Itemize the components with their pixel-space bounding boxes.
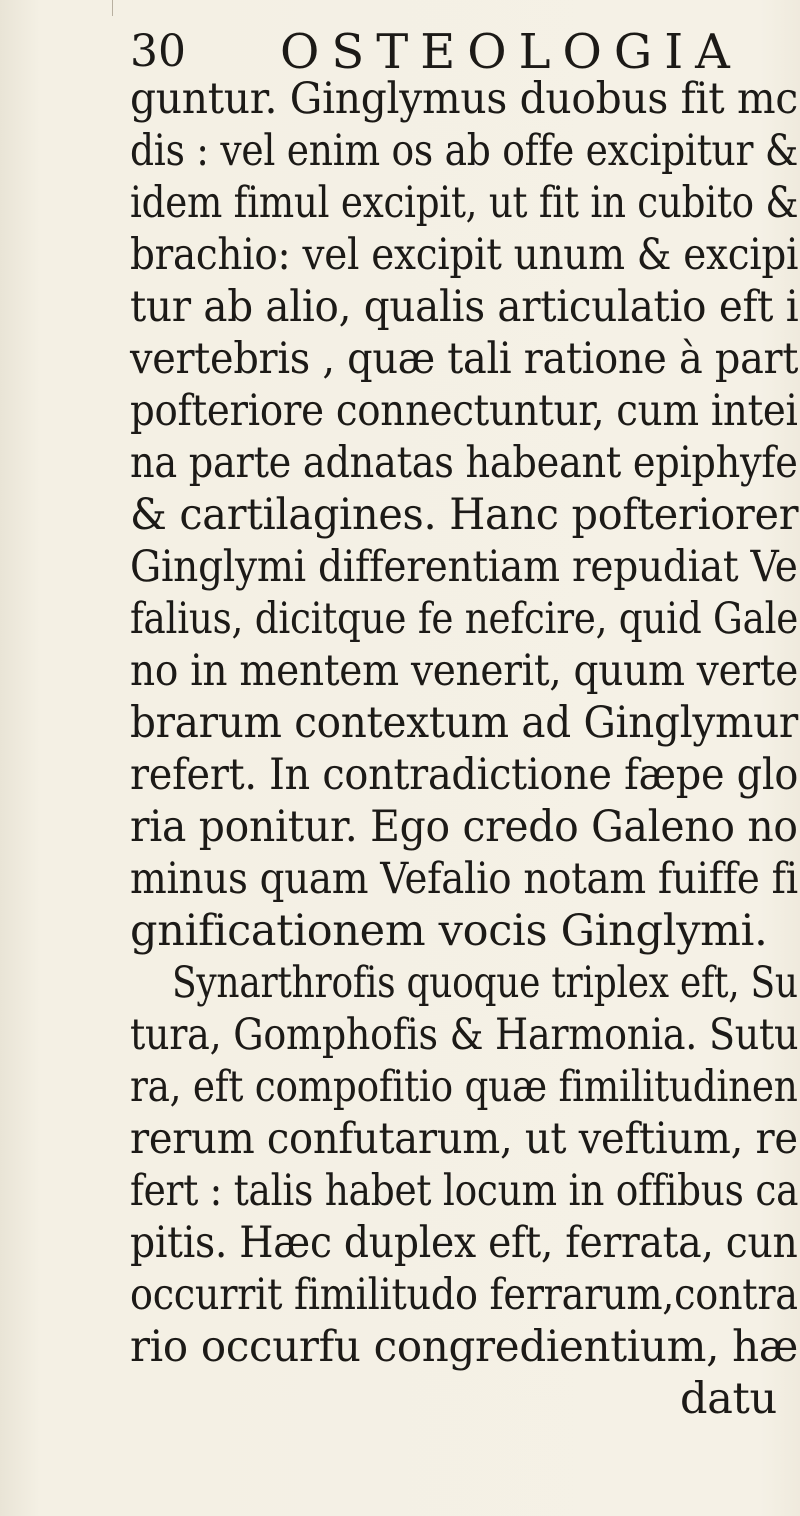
text-line: falius, dicitque fe nefcire, quid Gale: [130, 594, 799, 644]
text-line: datu: [680, 1374, 777, 1424]
text-line: no in mentem venerit, quum verte: [130, 646, 799, 696]
text-line: dis : vel enim os ab offe excipitur &: [130, 126, 799, 176]
text-line: tur ab alio, qualis articulatio eft i: [130, 282, 799, 332]
text-line: ra, eft compofitio quæ fimilitudinen: [130, 1062, 798, 1112]
scan-artifact: [112, 0, 113, 16]
running-title: OSTEOLOGIA: [280, 24, 742, 80]
text-line: Ginglymi differentiam repudiat Ve: [130, 542, 798, 592]
text-line: refert. In contradictione fæpe glo: [130, 750, 799, 800]
page-number: 30: [130, 26, 186, 77]
text-line: rerum confutarum, ut veftium, re: [130, 1114, 798, 1164]
text-line: & cartilagines. Hanc pofteriorer: [130, 490, 799, 540]
text-line: tura, Gomphofis & Harmonia. Sutu: [130, 1010, 799, 1060]
text-line: pitis. Hæc duplex eft, ferrata, cun: [130, 1218, 798, 1268]
text-line: rio occurfu congredientium, hæ: [130, 1322, 799, 1372]
text-line: occurrit fimilitudo ferrarum,contra: [130, 1270, 798, 1320]
text-line: fert : talis habet locum in offibus ca: [130, 1166, 799, 1216]
text-line: vertebris , quæ tali ratione à part: [130, 334, 799, 384]
text-line: minus quam Vefalio notam fuiffe fi: [130, 854, 798, 904]
text-line: pofteriore connectuntur, cum intei: [130, 386, 798, 436]
text-line: brachio: vel excipit unum & excipi: [130, 230, 799, 280]
text-line: ria ponitur. Ego credo Galeno no: [130, 802, 798, 852]
text-line: na parte adnatas habeant epiphyfe: [130, 438, 798, 488]
text-line: guntur. Ginglymus duobus fit mc: [130, 74, 798, 124]
text-line: idem fimul excipit, ut fit in cubito &: [130, 178, 799, 228]
text-line: brarum contextum ad Ginglymur: [130, 698, 799, 748]
text-line: gnificationem vocis Ginglymi.: [130, 906, 768, 956]
text-line: Synarthrofis quoque triplex eft, Su: [172, 958, 798, 1008]
